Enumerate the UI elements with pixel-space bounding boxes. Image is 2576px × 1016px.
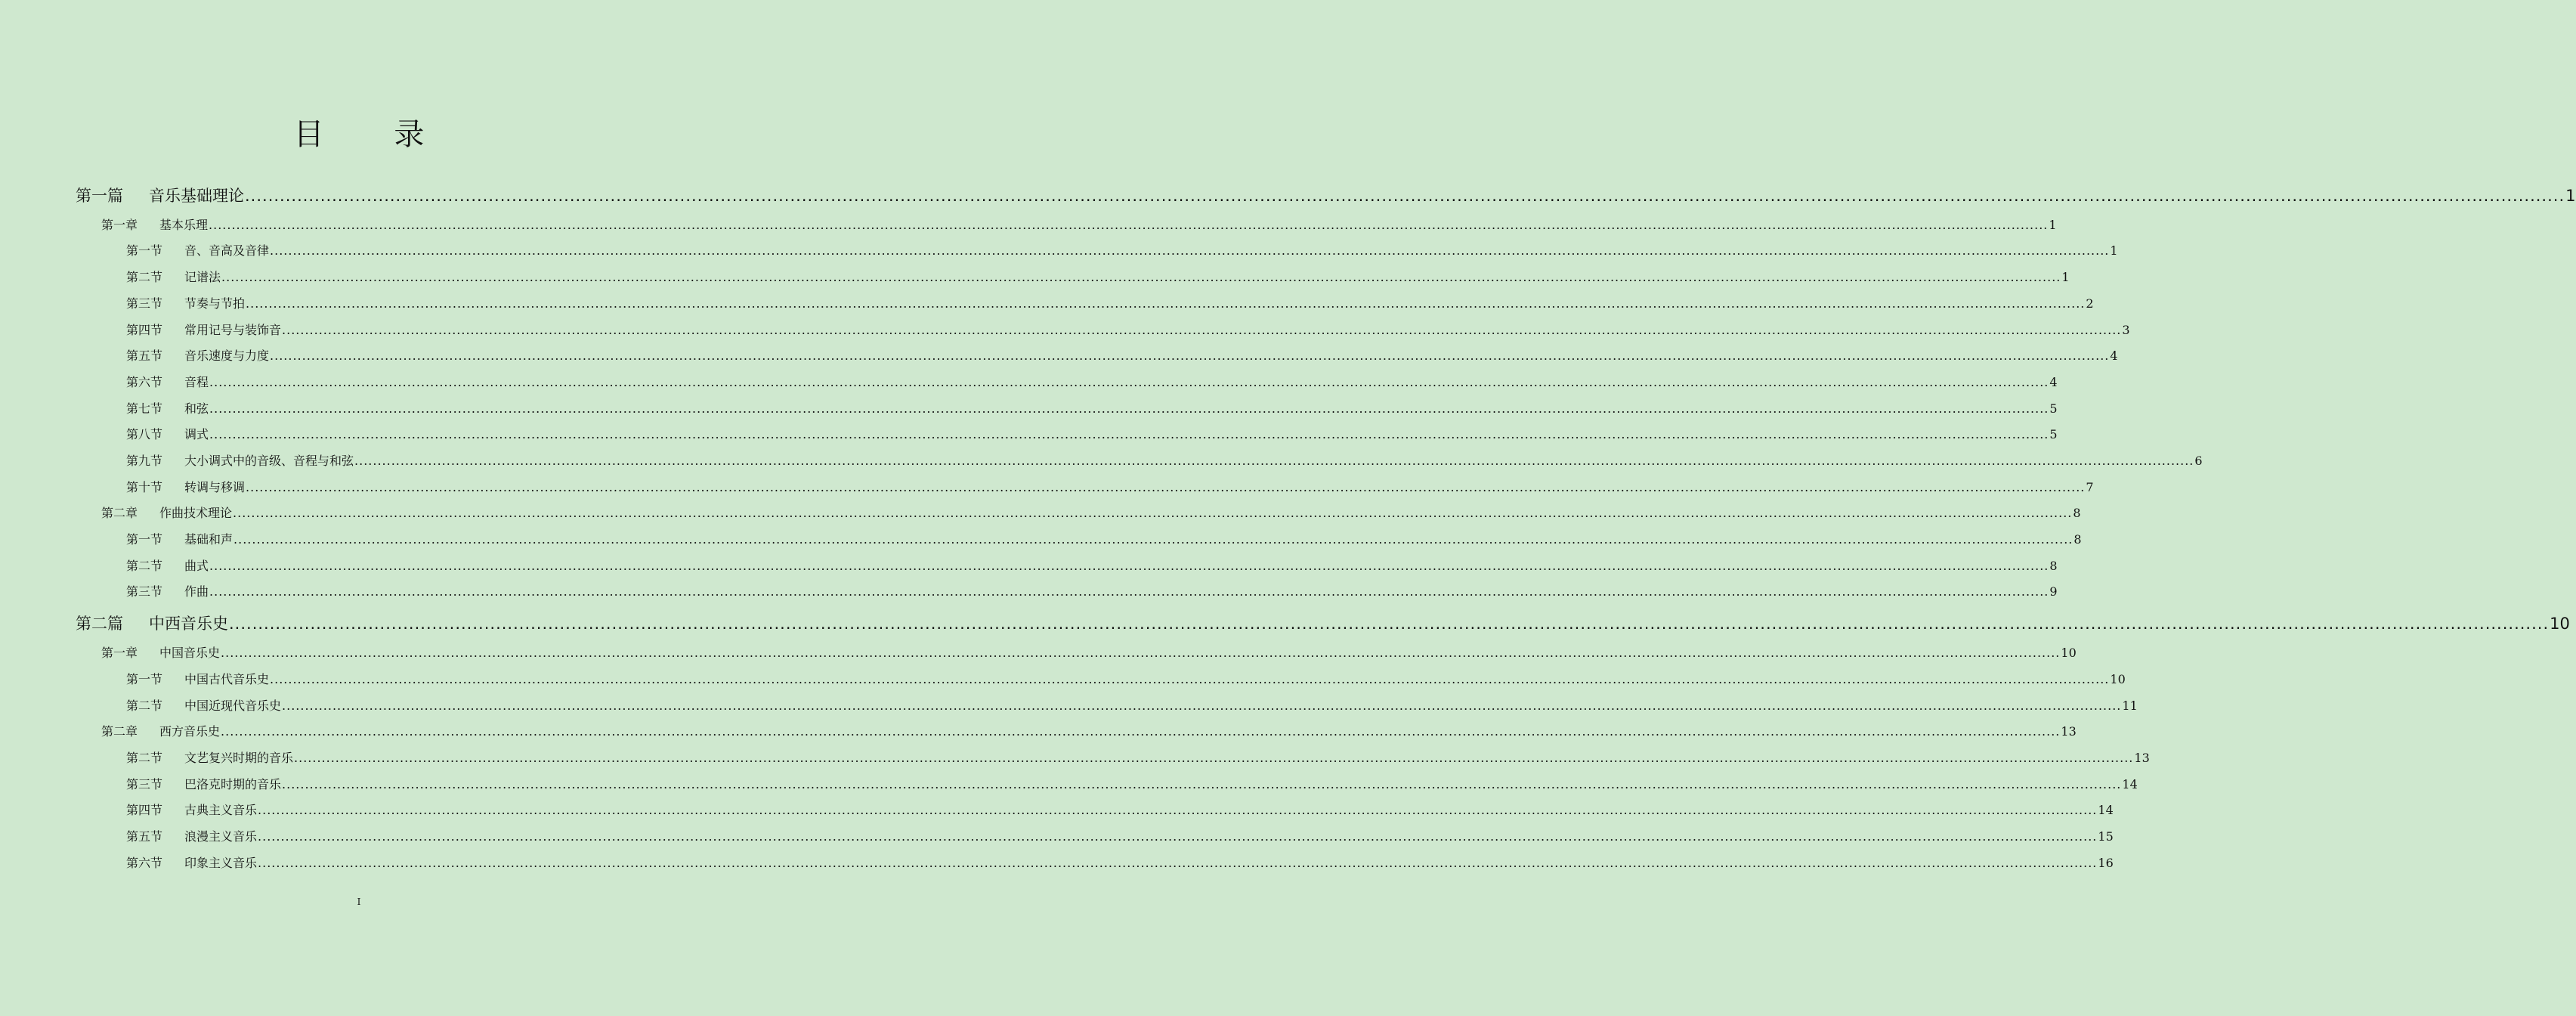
toc-entry-title: 中国音乐史 [159, 646, 221, 660]
toc-entry-title: 浪漫主义音乐 [184, 829, 258, 844]
toc-entry-page: 8 [2049, 559, 2058, 573]
dot-leader: ................................................................................................................................................................................................................................................................................................................................................................................................................ [233, 532, 2073, 547]
toc-entry-title: 记谱法 [184, 270, 221, 284]
toc-entry-page: 4 [2110, 348, 2118, 363]
toc-entry-part[interactable] [76, 184, 2576, 206]
toc-entry-page: 3 [2122, 323, 2130, 337]
toc-entry-number: 第二节 [126, 698, 163, 713]
toc-entry-title: 节奏与节拍 [184, 296, 246, 311]
toc-entry-page: 16 [2098, 856, 2114, 870]
toc-entry-page: 15 [2098, 829, 2114, 844]
toc-entry-number: 第九节 [126, 454, 163, 468]
toc-entry-number: 第三节 [126, 584, 163, 599]
toc-entry-sec[interactable] [126, 748, 2150, 766]
toc-entry-title: 基本乐理 [159, 218, 209, 232]
dot-leader: ................................................................................................................................................................................................................................................................................................................................................................................................................ [221, 646, 2061, 660]
toc-entry-page: 4 [2049, 375, 2058, 389]
toc-entry-sec[interactable] [126, 346, 2118, 364]
toc-entry-title: 音乐基础理论 [149, 187, 244, 205]
dot-leader: ................................................................................................................................................................................................................................................................................................................................................................................................................ [229, 615, 2550, 633]
toc-entry-sec[interactable] [126, 425, 2058, 442]
toc-entry-sec[interactable] [126, 241, 2118, 259]
toc-entry-title: 音乐速度与力度 [184, 348, 270, 363]
toc-entry-chap[interactable] [101, 215, 2057, 233]
dot-leader: ................................................................................................................................................................................................................................................................................................................................................................................................................ [246, 480, 2086, 494]
toc-entry-sec[interactable] [126, 556, 2058, 574]
toc-entry-title: 大小调式中的音级、音程与和弦 [184, 454, 354, 468]
toc-entry-title: 音程 [184, 375, 209, 389]
toc-entry-page: 10 [2061, 646, 2077, 660]
page-number: I [357, 897, 361, 907]
toc-entry-title: 印象主义音乐 [184, 856, 258, 870]
toc-entry-number: 第三节 [126, 296, 163, 311]
toc-entry-number: 第五节 [126, 829, 163, 844]
dot-leader: ................................................................................................................................................................................................................................................................................................................................................................................................................ [246, 296, 2086, 311]
toc-entry-number: 第六节 [126, 856, 163, 870]
toc-entry-number: 第四节 [126, 323, 163, 337]
toc-entry-title: 基础和声 [184, 532, 233, 547]
dot-leader: ................................................................................................................................................................................................................................................................................................................................................................................................................ [209, 375, 2049, 389]
dot-leader: ................................................................................................................................................................................................................................................................................................................................................................................................................ [258, 803, 2098, 817]
toc-entry-title: 中国古代音乐史 [184, 672, 270, 686]
toc-entry-title: 作曲 [184, 584, 209, 599]
toc-entry-number: 第一章 [101, 218, 138, 232]
toc-entry-sec[interactable] [126, 268, 2070, 285]
dot-leader: ................................................................................................................................................................................................................................................................................................................................................................................................................ [209, 218, 2049, 232]
toc-entry-page: 11 [2122, 698, 2138, 713]
page-title: 目 录 [293, 117, 455, 152]
toc-entry-title: 转调与移调 [184, 480, 246, 494]
toc-entry-number: 第一篇 [76, 187, 123, 205]
toc-entry-page: 2 [2086, 296, 2094, 311]
toc-entry-number: 第二篇 [76, 615, 123, 633]
dot-leader: ................................................................................................................................................................................................................................................................................................................................................................................................................ [221, 270, 2061, 284]
toc-entry-chap[interactable] [101, 503, 2081, 521]
toc-entry-page: 1 [2049, 218, 2057, 232]
toc-entry-title: 和弦 [184, 401, 209, 416]
toc-entry-sec[interactable] [126, 775, 2138, 792]
toc-entry-page: 5 [2049, 427, 2058, 441]
toc-entry-sec[interactable] [126, 321, 2130, 338]
dot-leader: ................................................................................................................................................................................................................................................................................................................................................................................................................ [258, 856, 2098, 870]
toc-entry-title: 文艺复兴时期的音乐 [184, 751, 294, 765]
dot-leader: ................................................................................................................................................................................................................................................................................................................................................................................................................ [282, 698, 2122, 713]
toc-entry-page: 7 [2086, 480, 2094, 494]
toc-entry-page: 5 [2049, 401, 2058, 416]
dot-leader: ................................................................................................................................................................................................................................................................................................................................................................................................................ [294, 751, 2134, 765]
toc-entry-sec[interactable] [126, 530, 2082, 547]
dot-leader: ................................................................................................................................................................................................................................................................................................................................................................................................................ [270, 243, 2110, 258]
toc-entry-number: 第一节 [126, 672, 163, 686]
toc-entry-part[interactable] [76, 612, 2570, 634]
toc-entry-page: 1 [2061, 270, 2070, 284]
toc-entry-number: 第二章 [101, 724, 138, 739]
toc-entry-sec[interactable] [126, 294, 2094, 311]
toc-entry-title: 西方音乐史 [159, 724, 221, 739]
toc-entry-title: 中西音乐史 [149, 615, 228, 633]
toc-entry-number: 第二节 [126, 559, 163, 573]
toc-entry-number: 第四节 [126, 803, 163, 817]
dot-leader: ................................................................................................................................................................................................................................................................................................................................................................................................................ [270, 348, 2110, 363]
dot-leader: ................................................................................................................................................................................................................................................................................................................................................................................................................ [209, 427, 2049, 441]
toc-entry-page: 10 [2110, 672, 2126, 686]
toc-entry-number: 第二节 [126, 751, 163, 765]
toc-entry-sec[interactable] [126, 582, 2058, 599]
dot-leader: ................................................................................................................................................................................................................................................................................................................................................................................................................ [245, 187, 2565, 205]
toc-entry-number: 第五节 [126, 348, 163, 363]
toc-entry-sec[interactable] [126, 478, 2094, 495]
toc-entry-page: 14 [2098, 803, 2114, 817]
toc-entry-sec[interactable] [126, 853, 2114, 871]
toc-entry-page: 8 [2073, 532, 2082, 547]
toc-entry-page: 1 [2110, 243, 2118, 258]
dot-leader: ................................................................................................................................................................................................................................................................................................................................................................................................................ [282, 323, 2122, 337]
toc-entry-number: 第二节 [126, 270, 163, 284]
toc-entry-page: 14 [2122, 777, 2138, 791]
toc-entry-sec[interactable] [126, 670, 2126, 687]
toc-entry-number: 第八节 [126, 427, 163, 441]
toc-entry-sec[interactable] [126, 696, 2138, 714]
toc-entry-number: 第二章 [101, 506, 138, 520]
dot-leader: ................................................................................................................................................................................................................................................................................................................................................................................................................ [221, 724, 2061, 739]
toc-entry-chap[interactable] [101, 643, 2077, 661]
dot-leader: ................................................................................................................................................................................................................................................................................................................................................................................................................ [258, 829, 2098, 844]
toc-entry-sec[interactable] [126, 373, 2058, 390]
toc-entry-page: 6 [2194, 454, 2203, 468]
toc-entry-number: 第一章 [101, 646, 138, 660]
toc-entry-number: 第一节 [126, 532, 163, 547]
toc-entry-title: 古典主义音乐 [184, 803, 258, 817]
dot-leader: ................................................................................................................................................................................................................................................................................................................................................................................................................ [354, 454, 2194, 468]
toc-entry-number: 第七节 [126, 401, 163, 416]
toc-entry-chap[interactable] [101, 722, 2077, 739]
dot-leader: ................................................................................................................................................................................................................................................................................................................................................................................................................ [209, 559, 2049, 573]
toc-entry-title: 音、音高及音律 [184, 243, 270, 258]
toc-entry-title: 常用记号与装饰音 [184, 323, 282, 337]
toc-entry-sec[interactable] [126, 801, 2114, 818]
toc-entry-page: 8 [2073, 506, 2081, 520]
toc-entry-page: 1 [2565, 187, 2576, 205]
toc-entry-sec[interactable] [126, 451, 2203, 469]
toc-entry-number: 第三节 [126, 777, 163, 791]
toc-entry-page: 13 [2134, 751, 2150, 765]
toc-entry-number: 第六节 [126, 375, 163, 389]
toc-entry-title: 曲式 [184, 559, 209, 573]
dot-leader: ................................................................................................................................................................................................................................................................................................................................................................................................................ [233, 506, 2073, 520]
dot-leader: ................................................................................................................................................................................................................................................................................................................................................................................................................ [209, 401, 2049, 416]
toc-entry-sec[interactable] [126, 399, 2058, 417]
toc-entry-title: 中国近现代音乐史 [184, 698, 282, 713]
toc-entry-page: 10 [2550, 615, 2570, 633]
dot-leader: ................................................................................................................................................................................................................................................................................................................................................................................................................ [209, 584, 2049, 599]
toc-entry-title: 调式 [184, 427, 209, 441]
toc-entry-page: 9 [2049, 584, 2058, 599]
toc-entry-number: 第十节 [126, 480, 163, 494]
dot-leader: ................................................................................................................................................................................................................................................................................................................................................................................................................ [270, 672, 2110, 686]
dot-leader: ................................................................................................................................................................................................................................................................................................................................................................................................................ [282, 777, 2122, 791]
toc-entry-number: 第一节 [126, 243, 163, 258]
toc-entry-title: 作曲技术理论 [159, 506, 233, 520]
toc-entry-title: 巴洛克时期的音乐 [184, 777, 282, 791]
toc-entry-sec[interactable] [126, 827, 2114, 844]
toc-entry-page: 13 [2061, 724, 2077, 739]
